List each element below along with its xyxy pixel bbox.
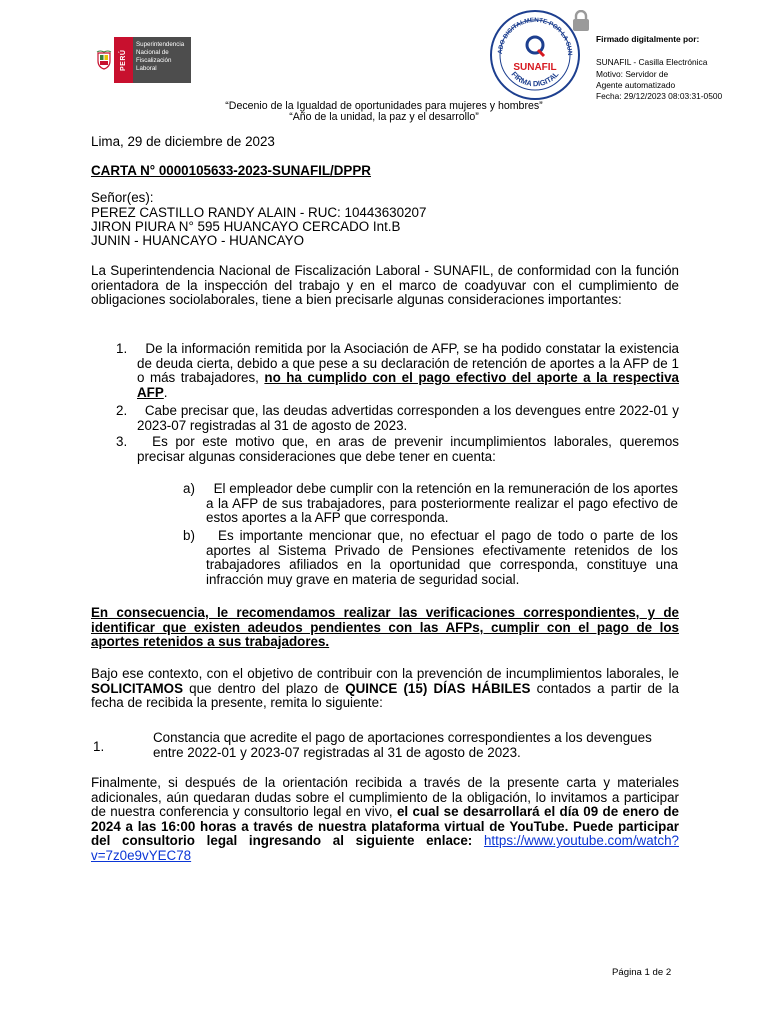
sub-b-text — [206, 529, 678, 587]
item-3-body: Es por este motivo que, en aras de prevenir incumplimientos laborales, queremos precisar algunas consideraciones que debe tener en cuenta: — [137, 434, 679, 464]
page-number: Página 1 de 2 — [612, 967, 672, 978]
item-2-text — [137, 404, 679, 433]
addressee-name: PEREZ CASTILLO RANDY ALAIN - RUC: 10443630207 — [91, 205, 427, 220]
context-solicitamos: SOLICITAMOS — [91, 680, 183, 696]
seal-top-text: ADO DIGITALMENTE POR LA SUN — [496, 16, 574, 56]
logo-institution-name: Superintendencia Nacional de Fiscalización Laboral — [133, 37, 191, 83]
motto-line-1: “Decenio de la Igualdad de oportunidades para mujeres y hombres” — [225, 100, 543, 112]
requirement-text: Constancia que acredite el pago de aportaciones correspondientes a los devengues entre 2022-01 y 2023-07 registradas al 31 de agosto de 2023. — [153, 730, 652, 760]
item-1-number: 1. — [116, 341, 128, 356]
item-1-body: De la información remitida por la Asociación de AFP, se ha podido constatar la existencia de deuda cierta, debido a que pese a su declaración de retención de aportes a la AFP de 1 o más trabajadores, — [137, 341, 679, 386]
closing-paragraph — [91, 776, 679, 864]
addressee-location: JUNIN - HUANCAYO - HUANCAYO — [91, 233, 305, 248]
item-2-body: Cabe precisar que, las deudas advertidas corresponden a los devengues entre 2022-01 y 2023-07 registradas al 31 de agosto de 2023. — [137, 403, 679, 433]
item-3-number: 3. — [116, 434, 128, 449]
item-1-end: . — [163, 384, 168, 400]
addressee-address: JIRON PIURA N° 595 HUANCAYO CERCADO Int.B — [91, 219, 401, 234]
context-paragraph — [91, 667, 679, 711]
context-deadline: QUINCE (15) DÍAS HÁBILES — [345, 680, 531, 696]
youtube-link[interactable]: https://www.youtube.com/watch?v=7z0e9vYEC78 — [91, 833, 679, 863]
context-part-2: que dentro del plazo de — [183, 680, 346, 696]
context-part-1: Bajo ese contexto, con el objetivo de contribuir con la prevención de incumplimientos laborales, le — [91, 666, 679, 681]
sub-b-label: b) — [183, 528, 195, 543]
signature-details: SUNAFIL - Casilla Electrónica Motivo: Servidor de Agente automatizado Fecha: 29/12/2023 08:03:31-0500 — [596, 57, 723, 102]
letter-reference: CARTA N° 0000105633-2023-SUNAFIL/DPPR — [91, 163, 371, 178]
sub-a-body: El empleador debe cumplir con la retención en la remuneración de los aportes a la AFP de sus trabajadores, para posteriormente realizar el pago efectivo de estos aportes a la AFP que corresponda. — [206, 481, 678, 526]
intro-paragraph: La Superintendencia Nacional de Fiscalización Laboral - SUNAFIL, de conformidad con la función orientadora de la inspección del trabajo y en el marco de coadyuvar con el cumplimiento de obligaciones sociolaborales, tiene a bien precisarle algunas consideraciones importantes: — [91, 263, 679, 308]
item-1-highlight: no ha cumplido con el pago efectivo del aporte a la respectiva AFP — [137, 370, 679, 400]
place-date: Lima, 29 de diciembre de 2023 — [91, 134, 275, 149]
coat-of-arms-icon — [93, 37, 114, 83]
seal-bottom-text: FIRMA DIGITAL — [509, 69, 561, 89]
item-2-number: 2. — [116, 403, 128, 418]
salutation: Señor(es): — [91, 190, 154, 205]
signature-title: Firmado digitalmente por: — [596, 34, 700, 45]
sub-a-text — [206, 482, 678, 526]
item-1-text — [137, 342, 679, 400]
lock-icon — [571, 10, 591, 37]
digital-signature-seal — [489, 9, 581, 101]
sunafil-logo — [93, 37, 191, 83]
sub-b-body: Es importante mencionar que, no efectuar el pago de todo o parte de los aportes al Sistema Privado de Pensiones efectivamente retenidos de los trabajadores afiliados en la oportunidad que corresponda, constituye una infracción muy grave en materia de seguridad social. — [206, 528, 678, 587]
requirement-number: 1. — [93, 739, 105, 754]
closing-conference-info: el cual se desarrollará el día 09 de enero de 2024 a las 16:00 horas a través de nuestra plataforma virtual de YouTube. Puede participar del consultorio legal ingresando al siguiente enlace: — [91, 804, 679, 849]
closing-part-1: Finalmente, si después de la orientación recibida a través de la presente carta y materiales adicionales, aún quedaran dudas sobre el cumplimiento de la obligación, lo invitamos a participar de nuestra conferencia y consultorio legal en vivo, — [91, 775, 679, 820]
recommendation-paragraph: En consecuencia, le recomendamos realizar las verificaciones correspondientes, y de identificar que existen adeudos pendientes con las AFPs, cumplir con el pago de los aportes retenidos a sus trabajadores. — [91, 605, 679, 650]
sub-a-label: a) — [183, 481, 195, 496]
seal-brand: SUNAFIL — [513, 62, 557, 73]
logo-country-label: PERÚ — [114, 37, 133, 83]
item-3-text — [137, 435, 679, 464]
motto-line-2: “Año de la unidad, la paz y el desarrollo” — [289, 111, 479, 123]
context-part-3: contados a partir de la fecha de recibida la presente, remita lo siguiente: — [91, 680, 679, 711]
